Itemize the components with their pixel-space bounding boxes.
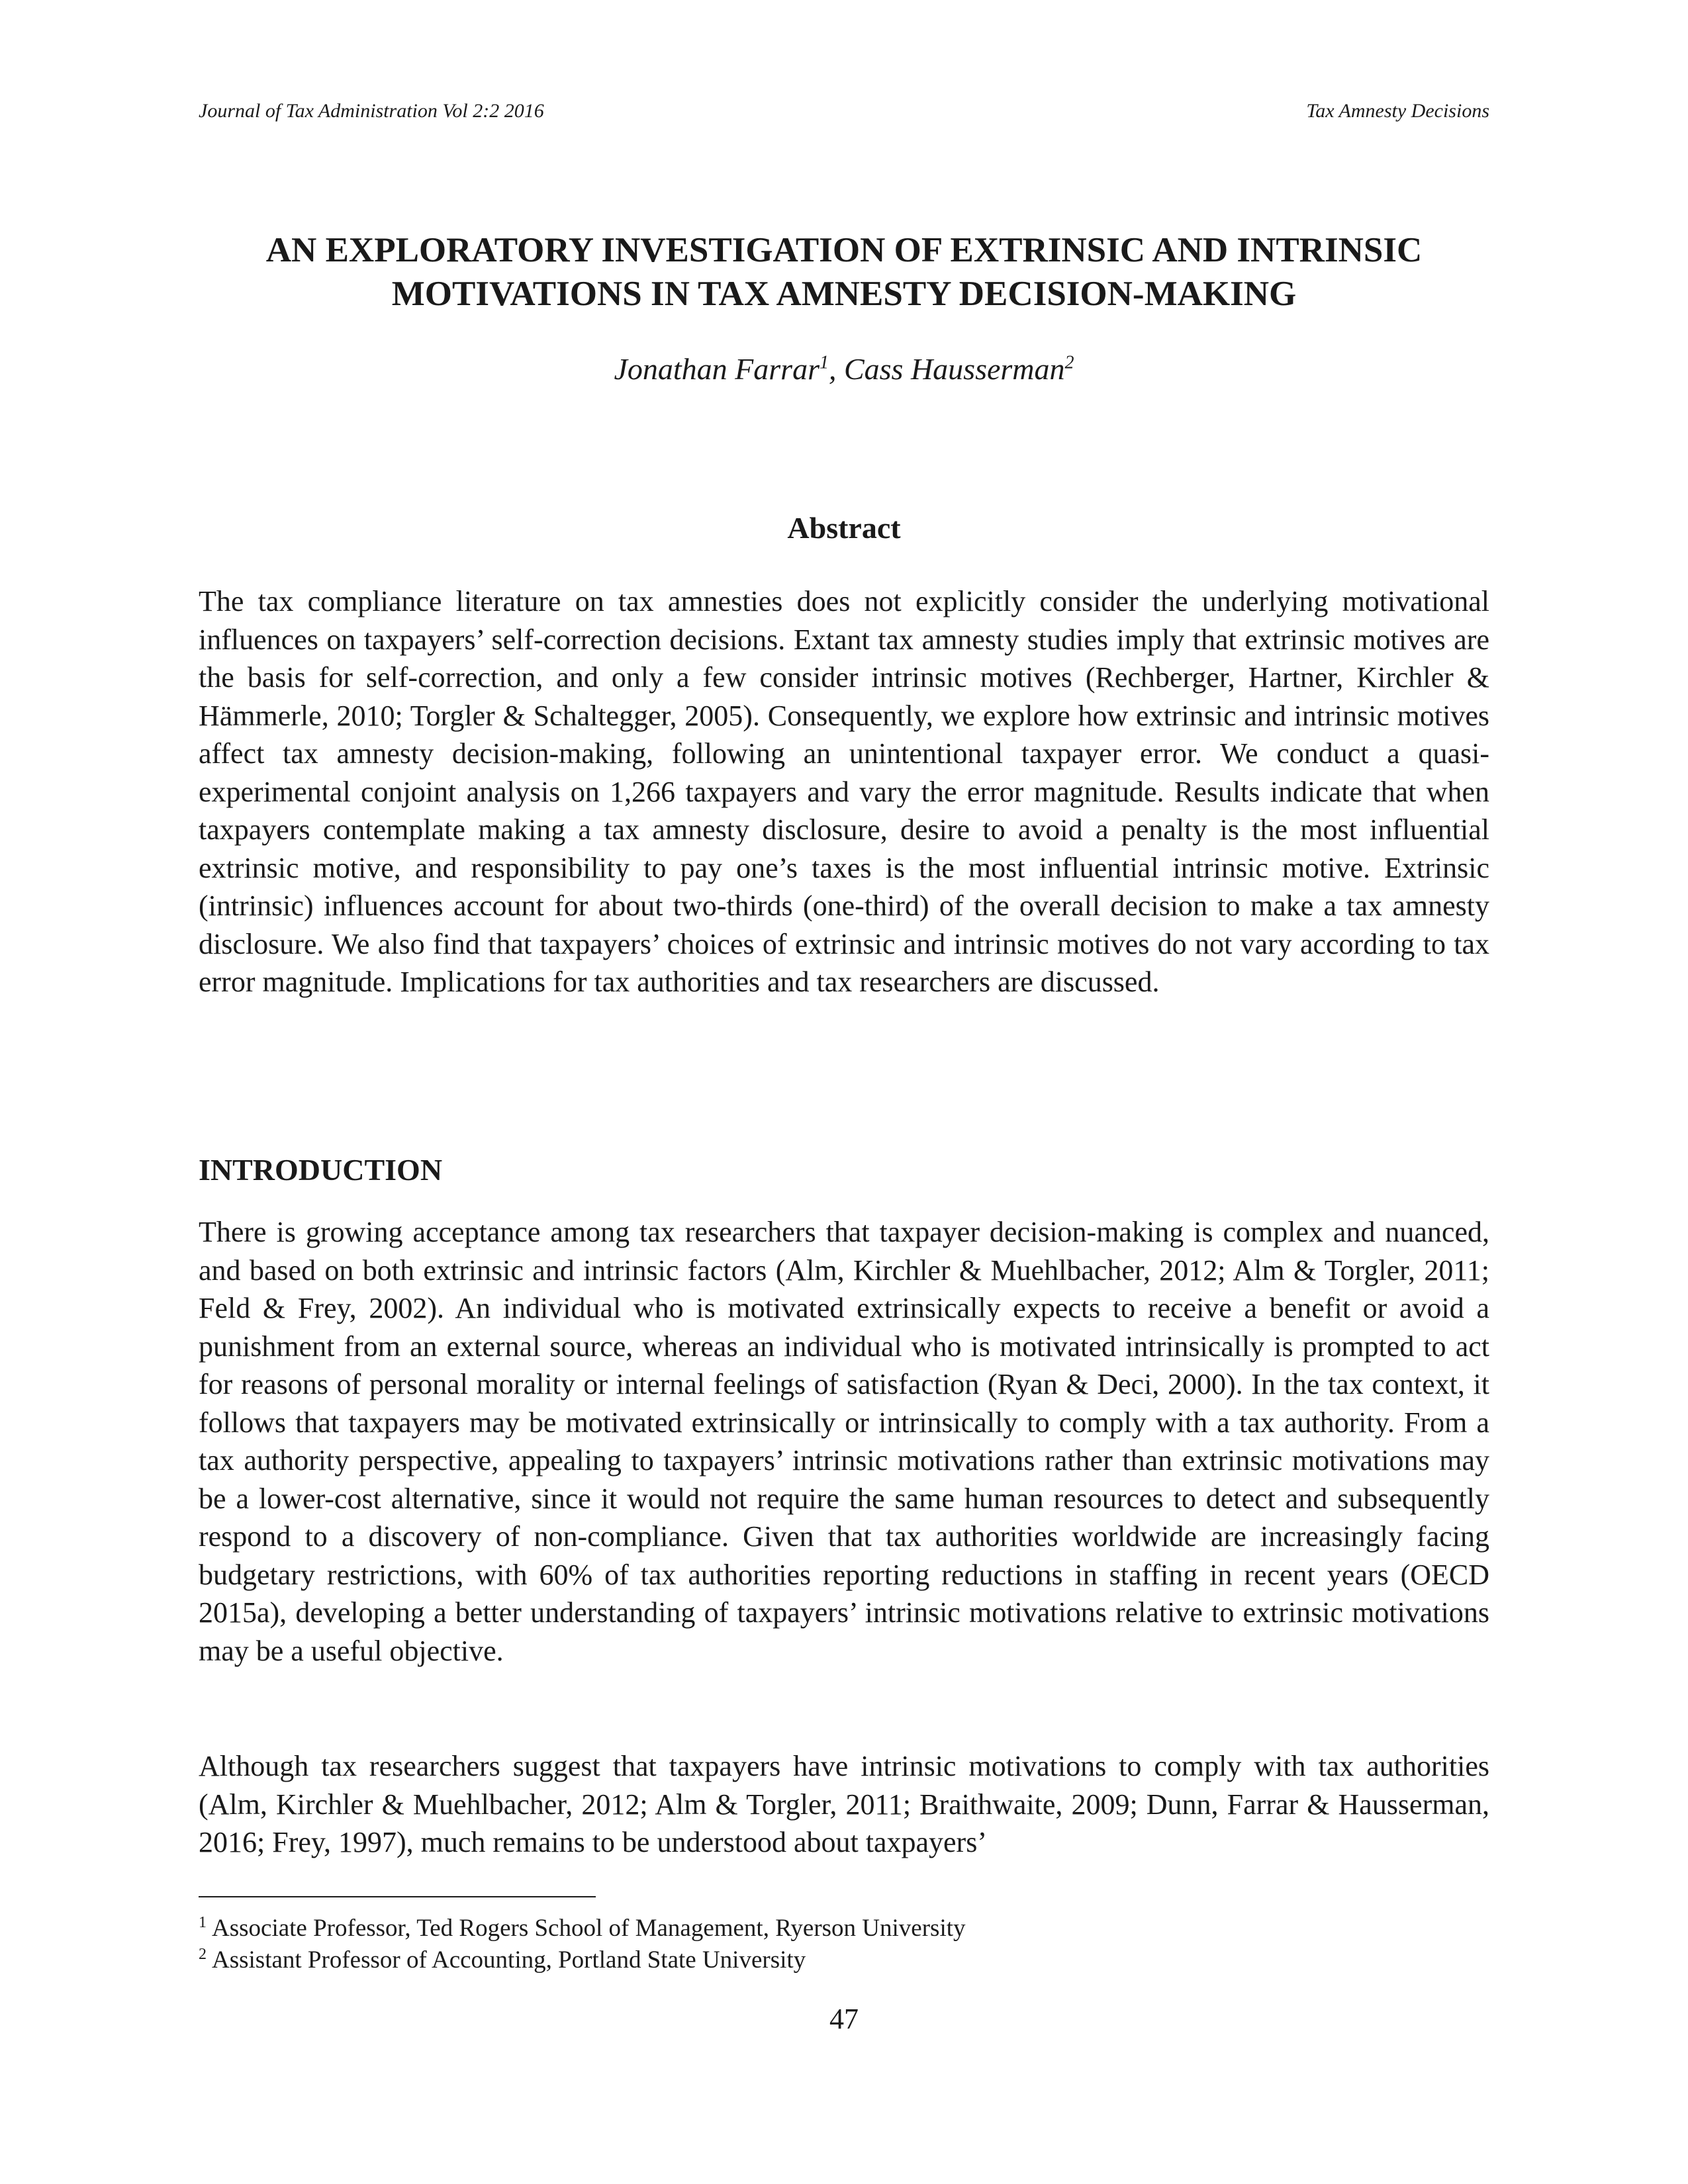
title-line-2: MOTIVATIONS IN TAX AMNESTY DECISION-MAKING (391, 275, 1297, 313)
paper-title (199, 228, 1489, 316)
title-line-1: AN EXPLORATORY INVESTIGATION OF EXTRINSIC AND INTRINSIC (265, 231, 1423, 269)
footnote-mark: 1 (199, 1913, 207, 1931)
author-footnote-mark: 1 (819, 352, 829, 373)
author-footnote-mark: 2 (1064, 352, 1074, 373)
journal-name: Journal of Tax Administration Vol 2:2 2016 (199, 100, 544, 122)
body-paragraph: Although tax researchers suggest that taxpayers have intrinsic motivations to comply with tax authorities (Alm, Kirchler & Muehlbacher, 2012; Alm & Torgler, 2011; Braithwaite, 2009; Dunn, Farrar & Hausserman, 2016; Frey, 1997), much remains to be understood about taxpayers’ (199, 1750, 1489, 1858)
author-name: Cass Hausserman (843, 352, 1065, 386)
running-header (199, 99, 1489, 123)
abstract-heading: Abstract (787, 511, 901, 545)
footnote (199, 1913, 1489, 1944)
body-paragraph: There is growing acceptance among tax researchers that taxpayer decision-making is complex and nuanced, and based on both extrinsic and intrinsic factors (Alm, Kirchler & Muehlbacher, 2012; Alm & Torgler, 2011; Feld & Frey, 2002). An individual who is motivated extrinsically expects to receive a benefit or avoid a punishment from an external source, whereas an individual who is motivated intrinsically is prompted to act for reasons of personal morality or internal feelings of satisfaction (Ryan & Deci, 2000). In the tax context, it follows that taxpayers may be motivated extrinsically or intrinsically to comply with a tax authority. From a tax authority perspective, appealing to taxpayers’ intrinsic motivations rather than extrinsic motivations may be a lower-cost alternative, since it would not require the same human resources to detect and subsequently respond to a discovery of non-compliance. Given that tax authorities worldwide are increasingly facing budgetary restrictions, with 60% of tax authorities reporting reductions in staffing in recent years (OECD 2015a), developing a better understanding of taxpayers’ intrinsic motivations relative to extrinsic motivations may be a useful objective. (199, 1216, 1489, 1667)
footnote-text: Associate Professor, Ted Rogers School of Management, Ryerson University (212, 1915, 966, 1942)
page-number: 47 (829, 2003, 859, 2035)
introduction-heading: INTRODUCTION (199, 1153, 443, 1187)
footnote (199, 1944, 1489, 1976)
abstract-text: The tax compliance literature on tax amnesties does not explicitly consider the underlying motivational influences on taxpayers’ self-correction decisions. Extant tax amnesty studies imply that extrinsic motives are the basis for self-correction, and only a few consider intrinsic motives (Rechberger, Hartner, Kirchler & Hämmerle, 2010; Torgler & Schaltegger, 2005). Consequently, we explore how extrinsic and intrinsic motives affect tax amnesty decision-making, following an unintentional taxpayer error. We conduct a quasi-experimental conjoint analysis on 1,266 taxpayers and vary the error magnitude. Results indicate that when taxpayers contemplate making a tax amnesty disclosure, desire to avoid a penalty is the most influential extrinsic motive, and responsibility to pay one’s taxes is the most influential intrinsic motive. Extrinsic (intrinsic) influences account for about two-thirds (one-third) of the overall decision to make a tax amnesty disclosure. We also find that taxpayers’ choices of extrinsic and intrinsic motives do not vary according to tax error magnitude. Implications for tax authorities and tax researchers are discussed. (199, 585, 1489, 998)
footnote-divider (199, 1896, 596, 1897)
footnotes (199, 1913, 1489, 1976)
running-title: Tax Amnesty Decisions (1306, 100, 1489, 122)
author-separator: , (828, 352, 844, 386)
author-list (199, 351, 1489, 387)
author-name: Jonathan Farrar (614, 352, 820, 386)
footnote-mark: 2 (199, 1945, 207, 1963)
footnote-text: Assistant Professor of Accounting, Portland State University (212, 1946, 806, 1974)
